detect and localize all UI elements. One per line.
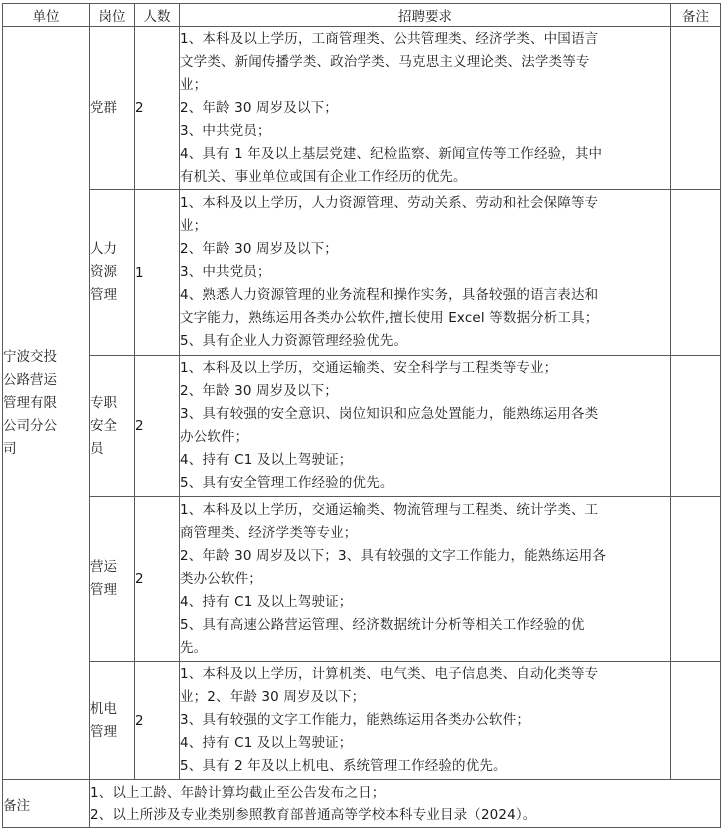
requirement-line: 1、本科及以上学历，交通运输类、物流管理与工程类、统计学类、工	[180, 501, 599, 518]
requirement-line: 2、年龄 30 周岁及以下；	[180, 99, 338, 116]
header-post: 岗位	[90, 4, 135, 27]
requirement-line: 商管理类、经济学类等专业；	[180, 524, 358, 541]
post-name-cell	[90, 662, 135, 780]
post-name-line: 资源	[90, 264, 117, 280]
headcount-cell: 2	[135, 27, 180, 190]
headcount-cell: 1	[135, 190, 180, 356]
position-row-party	[3, 27, 721, 190]
requirement-line: 业；	[180, 76, 208, 93]
header-requirements: 招聘要求	[180, 4, 671, 27]
headcount-cell: 2	[135, 356, 180, 497]
header-count: 人数	[135, 4, 180, 27]
post-name-line: 员	[90, 440, 104, 457]
post-name-cell	[90, 356, 135, 497]
requirement-line: 3、具有较强的文字工作能力，能熟练运用各类办公软件；	[180, 712, 530, 728]
requirements-cell	[180, 662, 671, 780]
header-remark: 备注	[671, 4, 721, 27]
requirement-line: 4、具有 1 年及以上基层党建、纪检监察、新闻宣传等工作经验，其中	[180, 145, 603, 162]
remark-cell	[671, 497, 721, 662]
position-row-safety	[3, 356, 721, 497]
post-name-line: 安全	[90, 417, 117, 434]
requirement-line: 1、本科及以上学历，交通运输类、安全科学与工程类等专业；	[180, 360, 558, 376]
requirement-line: 有机关、事业单位或国有企业工作经历的优先。	[180, 168, 467, 185]
requirement-line: 办公软件；	[180, 429, 249, 445]
requirement-line: 4、持有 C1 及以上驾驶证；	[180, 593, 353, 610]
remark-line: 2、以上所涉及专业类别参照教育部普通高等学校本科专业目录（2024）。	[90, 806, 537, 823]
requirement-line: 3、中共党员；	[180, 122, 271, 139]
requirement-line: 1、本科及以上学历，工商管理类、公共管理类、经济学类、中国语言	[180, 30, 599, 47]
post-name-line: 党群	[90, 99, 117, 116]
requirement-line: 业；2、年龄 30 周岁及以下；	[180, 689, 366, 705]
remark-cell	[671, 27, 721, 190]
position-row-hr	[3, 190, 721, 356]
requirement-line: 文字能力，熟练运用各类办公软件,擅长使用 Excel 等数据分析工具；	[180, 310, 599, 326]
remark-line: 1、以上工龄、年龄计算均截止至公告发布之日；	[90, 784, 386, 801]
requirement-line: 4、持有 C1 及以上驾驶证；	[180, 452, 353, 468]
post-name-line: 管理	[90, 723, 117, 740]
remarks-content	[90, 780, 721, 828]
requirement-line: 4、熟悉人力资源管理的业务流程和操作实务，具备较强的语言表达和	[180, 287, 599, 303]
header-row	[3, 4, 721, 27]
requirement-line: 2、年龄 30 周岁及以下；3、具有较强的文字工作能力，能熟练运用各	[180, 547, 607, 564]
position-row-operations	[3, 497, 721, 662]
remark-cell	[671, 356, 721, 497]
requirement-line: 1、本科及以上学历，计算机类、电气类、电子信息类、自动化类等专	[180, 666, 599, 682]
remark-cell	[671, 662, 721, 780]
unit-name-cell	[3, 27, 90, 780]
requirement-line: 3、具有较强的安全意识、岗位知识和应急处置能力，能熟练运用各类	[180, 406, 599, 422]
header-unit: 单位	[3, 4, 90, 27]
requirement-line: 1、本科及以上学历，人力资源管理、劳动关系、劳动和社会保障等专	[180, 195, 599, 211]
remarks-label: 备注	[3, 780, 90, 828]
post-name-line: 人力	[90, 241, 117, 257]
unit-name-line: 公司分公	[3, 417, 57, 434]
post-name-line: 机电	[90, 700, 117, 717]
requirements-cell	[180, 497, 671, 662]
requirements-cell	[180, 356, 671, 497]
remark-cell	[671, 190, 721, 356]
requirement-line: 5、具有企业人力资源管理经验优先。	[180, 333, 408, 349]
post-name-line: 营运	[90, 559, 117, 575]
requirement-line: 5、具有安全管理工作经验的优先。	[180, 475, 394, 491]
unit-name-line: 司	[3, 440, 17, 457]
requirement-line: 2、年龄 30 周岁及以下；	[180, 241, 338, 257]
position-row-electromechanical	[3, 662, 721, 780]
headcount-cell: 2	[135, 497, 180, 662]
post-name-cell	[90, 497, 135, 662]
requirement-line: 文学类、新闻传播学类、政治学类、马克思主义理论类、法学类等专	[180, 53, 590, 70]
requirement-line: 业；	[180, 218, 208, 234]
requirement-line: 类办公软件；	[180, 570, 262, 587]
requirement-line: 4、持有 C1 及以上驾驶证；	[180, 735, 353, 751]
requirement-line: 2、年龄 30 周岁及以下；	[180, 383, 338, 399]
unit-name-line: 管理有限	[3, 394, 57, 411]
requirement-line: 先。	[180, 639, 208, 656]
post-name-line: 管理	[90, 287, 117, 303]
unit-name-line: 公路营运	[3, 371, 57, 388]
requirement-line: 3、中共党员；	[180, 264, 271, 280]
requirement-line: 5、具有 2 年及以上机电、系统管理工作经验的优先。	[180, 758, 507, 774]
post-name-cell	[90, 190, 135, 356]
headcount-cell: 2	[135, 662, 180, 780]
requirements-cell	[180, 27, 671, 190]
unit-name-line: 宁波交投	[3, 348, 57, 365]
post-name-cell	[90, 27, 135, 190]
remarks-row	[3, 780, 721, 828]
requirement-line: 5、具有高速公路营运管理、经济数据统计分析等相关工作经验的优	[180, 616, 585, 633]
post-name-line: 专职	[90, 394, 117, 411]
recruitment-table	[2, 3, 721, 828]
requirements-cell	[180, 190, 671, 356]
post-name-line: 管理	[90, 582, 117, 598]
